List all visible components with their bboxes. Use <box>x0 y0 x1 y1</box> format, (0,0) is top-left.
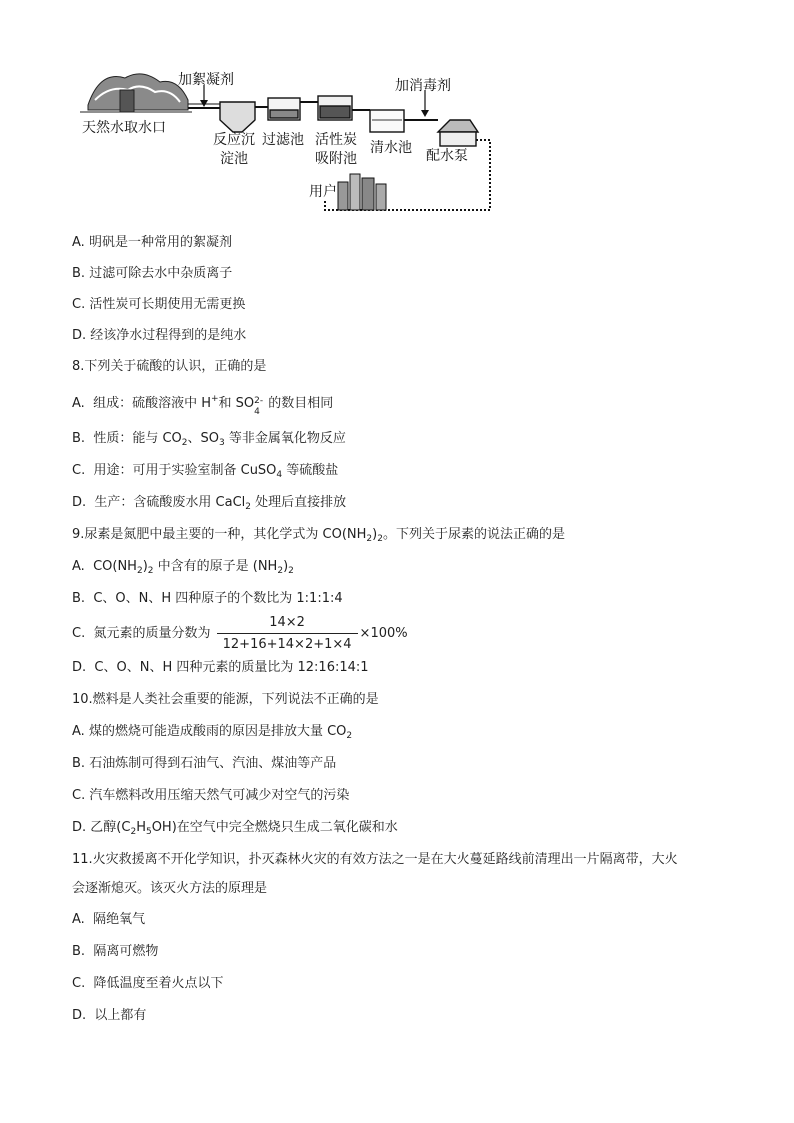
label-reaction-2: 淀池 <box>220 151 248 167</box>
q9-option-d: D. C、O、N、H 四种元素的质量比为 12:16:14:1 <box>72 660 369 675</box>
q11-stem-line1: 11.火灾救援离不开化学知识，扑灭森林火灾的有效方法之一是在大火蔓延路线前清理出一片隔离带，大火 <box>72 852 678 867</box>
label-source: 天然水取水口 <box>82 120 166 136</box>
q11-option-d: D. 以上都有 <box>72 1008 147 1023</box>
label-coagulant: 加絮凝剂 <box>178 72 234 88</box>
filter-tank <box>268 98 300 120</box>
water-treatment-diagram <box>80 60 500 225</box>
q10-option-b: B. 石油炼制可得到石油气、汽油、煤油等产品 <box>72 756 337 771</box>
carbon-tank <box>318 96 352 120</box>
clear-water-tank <box>370 110 404 132</box>
water-intake-illustration <box>80 74 192 112</box>
label-disinfectant: 加消毒剂 <box>395 78 451 94</box>
pump-house <box>438 120 478 146</box>
q9-stem: 9.尿素是氮肥中最主要的一种，其化学式为 $CO(NH_2)_2$。下列关于尿素的说法正确的是 <box>72 527 565 544</box>
q7-option-b: B. 过滤可除去水中杂质离子 <box>72 266 233 281</box>
q9-option-a: A. $CO(NH_2)_2$ 中含有的原子是 $(NH_2)_2$ <box>72 559 294 576</box>
q8-option-b: B. 性质：能与 $CO_2$、$SO_3$ 等非金属氧化物反应 <box>72 431 346 448</box>
q9-option-c: C. 氮元素的质量分数为 $\frac{14\times 2}{12+16+14\times 2+1\times 4}$ ×100% <box>72 615 408 652</box>
label-filter: 过滤池 <box>262 132 304 148</box>
q11-option-b: B. 隔离可燃物 <box>72 944 159 959</box>
q10-option-d: D. 乙醇$(C_2H_5OH)$在空气中完全燃烧只生成二氧化碳和水 <box>72 820 398 837</box>
q7-option-c: C. 活性炭可长期使用无需更换 <box>72 297 246 312</box>
q7-option-d: D. 经该净水过程得到的是纯水 <box>72 328 247 343</box>
q10-option-c: C. 汽车燃料改用压缩天然气可减少对空气的污染 <box>72 788 350 803</box>
label-user: 用户 <box>309 184 337 200</box>
q10-stem: 10.燃料是人类社会重要的能源，下列说法不正确的是 <box>72 692 379 707</box>
label-carbon-1: 活性炭 <box>315 132 357 148</box>
q8-option-d: D. 生产：含硫酸废水用 CaCl$_2$ 处理后直接排放 <box>72 495 347 512</box>
q10-option-a: A. 煤的燃烧可能造成酸雨的原因是排放大量 $CO_2$ <box>72 724 353 741</box>
label-reaction-1: 反应沉 <box>213 132 255 148</box>
label-clear-water: 清水池 <box>370 140 412 156</box>
label-carbon-2: 吸附池 <box>315 151 357 167</box>
q9-option-b: B. C、O、N、H 四种原子的个数比为 1:1:1:4 <box>72 591 343 606</box>
reaction-tank <box>220 102 255 132</box>
q11-option-c: C. 降低温度至着火点以下 <box>72 976 224 991</box>
q8-option-c: C. 用途：可用于实验室制备 CuSO$_4$ 等硫酸盐 <box>72 463 339 480</box>
label-pump: 配水泵 <box>426 148 468 164</box>
q8-option-a: A. 组成：硫酸溶液中 H+和 SO 2- 4 的数目相同 <box>72 394 334 417</box>
q7-option-a: A. 明矾是一种常用的絮凝剂 <box>72 235 232 250</box>
q11-option-a: A. 隔绝氧气 <box>72 912 146 927</box>
user-buildings <box>338 174 386 210</box>
q11-stem-line2: 会逐渐熄灭。该灭火方法的原理是 <box>72 881 268 896</box>
q8-stem: 8.下列关于硫酸的认识，正确的是 <box>72 359 267 374</box>
mass-fraction: $\frac{14\times 2}{12+16+14\times 2+1\times 4}$ <box>217 614 358 654</box>
